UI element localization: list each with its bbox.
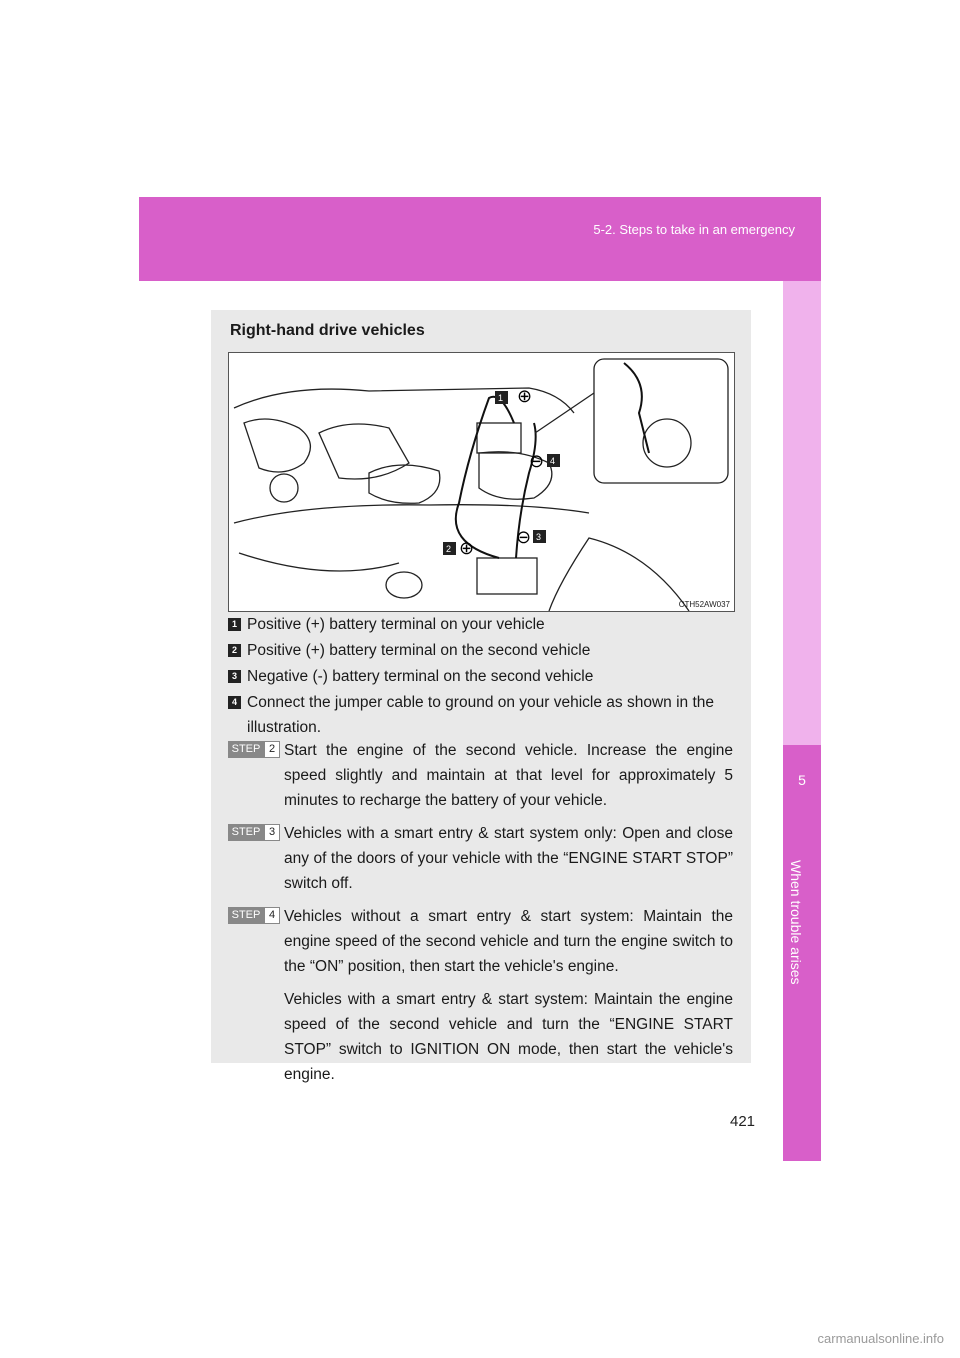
engine-part-3 [270, 474, 298, 502]
positive-cable [456, 397, 514, 558]
fender [549, 538, 689, 611]
engine-part-4 [369, 465, 440, 503]
strut-mount [643, 419, 691, 467]
step-item [228, 738, 733, 813]
svg-text:⊕: ⊕ [517, 386, 533, 406]
figure-code: CTH52AW037 [678, 600, 730, 609]
section-heading: Right-hand drive vehicles [230, 322, 425, 339]
step-item [228, 904, 733, 1087]
legend-text: Negative (-) battery terminal on the second vehicle [247, 668, 594, 685]
detail-inset [594, 359, 728, 483]
legend-number-badge: 1 [228, 618, 241, 631]
legend-number-badge: 3 [228, 670, 241, 683]
step-text-continued: Vehicles with a smart entry & start system: Maintain the engine speed of the second vehicle and turn the “ENGINE START STOP” switch to IGNITION ON mode, then start the vehicle's engine. [284, 991, 733, 1083]
legend-item [228, 690, 733, 740]
jump-start-diagram [229, 353, 734, 611]
legend-text: Connect the jumper cable to ground on your vehicle as shown in the illustration. [247, 694, 715, 736]
step-number: 2 [264, 741, 280, 758]
body-curve [239, 553, 399, 571]
svg-text:2: 2 [446, 544, 452, 554]
legend-list [228, 612, 733, 741]
svg-text:4: 4 [550, 456, 556, 466]
ground-clamp [624, 363, 649, 453]
step-list [228, 738, 733, 1095]
engine-part-2 [319, 424, 409, 479]
chapter-title: When trouble arises [788, 860, 804, 985]
step-item [228, 821, 733, 896]
step-number: 4 [264, 907, 280, 924]
svg-text:⊕: ⊕ [459, 538, 475, 558]
header-band [139, 197, 821, 281]
watermark[interactable]: carmanualsonline.info [817, 1331, 944, 1346]
svg-text:1: 1 [498, 393, 504, 403]
legend-item [228, 638, 733, 663]
legend-item [228, 612, 733, 637]
legend-text: Positive (+) battery terminal on the second vehicle [247, 642, 591, 659]
emblem [386, 572, 422, 598]
engine-illustration [228, 352, 735, 612]
step-badge [228, 741, 280, 758]
step-text: Vehicles with a smart entry & start system only: Open and close any of the doors of your vehicle with the “ENGINE START STOP” switch off. [284, 825, 733, 892]
page-number: 421 [730, 1113, 756, 1130]
step-word: STEP [228, 824, 264, 841]
step-badge [228, 824, 280, 841]
legend-item [228, 664, 733, 689]
svg-text:⊖: ⊖ [516, 527, 532, 547]
step-word: STEP [228, 907, 264, 924]
legend-text: Positive (+) battery terminal on your vehicle [247, 616, 545, 633]
booster-battery [477, 558, 537, 594]
legend-number-badge: 2 [228, 644, 241, 657]
step-badge [228, 907, 280, 924]
leader-line [535, 393, 594, 433]
step-text: Vehicles without a smart entry & start system: Maintain the engine speed of the second vehicle and turn the engine switch to the “ON” position, then start the vehicle's engine. [284, 908, 733, 975]
vehicle-battery [477, 423, 521, 453]
legend-number-badge: 4 [228, 696, 241, 709]
section-title: 5-2. Steps to take in an emergency [593, 222, 795, 237]
chapter-number: 5 [798, 772, 806, 788]
bumper-line [234, 505, 589, 523]
step-word: STEP [228, 741, 264, 758]
svg-text:3: 3 [536, 532, 542, 542]
step-number: 3 [264, 824, 280, 841]
step-text: Start the engine of the second vehicle. Increase the engine speed slightly and maintain at that level for approximately 5 minutes to recharge the battery of your vehicle. [284, 742, 733, 809]
svg-text:⊖: ⊖ [529, 451, 545, 471]
engine-part-1 [244, 419, 310, 472]
